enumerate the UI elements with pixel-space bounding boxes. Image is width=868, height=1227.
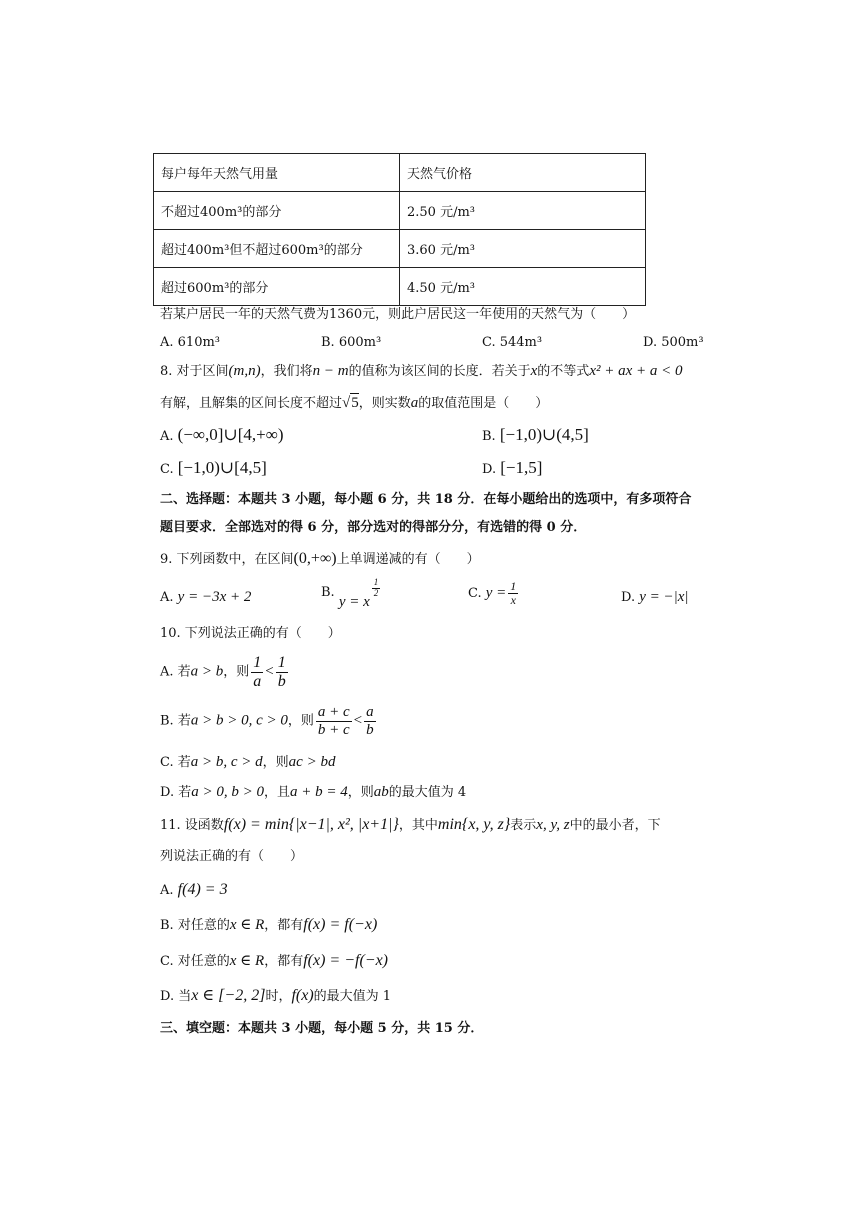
option-expr: f(x) = f(−x): [303, 916, 378, 933]
q11-text: 中的最小者，下: [569, 818, 661, 833]
q7-option-a: A. 610m³: [160, 335, 221, 350]
frac-den: b: [277, 672, 286, 690]
option-base: y = x: [338, 593, 370, 610]
option-expr: (−∞,0]∪[4,+∞): [177, 425, 284, 444]
table-cell: 3.60 元/m³: [400, 230, 646, 268]
q11-option-d: [160, 986, 391, 1005]
section3-heading: 三、填空题：本题共 3 小题，每小题 5 分，共 15 分．: [160, 1021, 484, 1036]
option-expr: y = −3x + 2: [177, 589, 252, 605]
exp-den: 2: [373, 587, 379, 598]
q8-sqrt-value: 5: [351, 395, 359, 411]
q9-option-b: [321, 577, 382, 610]
option-cond: a > b: [190, 663, 224, 680]
option-label: A.: [160, 429, 174, 444]
q8-sqrt: √5: [342, 395, 359, 411]
table-header-cell: 每户每年天然气用量: [154, 154, 400, 192]
option-label: D.: [621, 590, 636, 605]
frac-num: 1: [277, 654, 286, 671]
option-expr: [338, 577, 382, 610]
q11-text: ，其中: [398, 818, 438, 833]
q11-stem-line1: [160, 815, 661, 834]
option-text: ，则: [223, 664, 250, 680]
table-cell: 超过600m³的部分: [154, 268, 400, 306]
q10-option-c: [160, 753, 335, 771]
option-expr: f(4) = 3: [177, 881, 228, 898]
section2-heading-line1: 二、选择题：本题共 3 小题，每小题 6 分，共 18 分．在每小题给出的选项中，有多项符合: [160, 492, 692, 507]
frac-num: 1: [253, 654, 262, 671]
q8-stem-line1: [160, 362, 683, 380]
table-header-cell: 天然气价格: [400, 154, 646, 192]
frac-den: b: [366, 721, 374, 738]
q8-length-expr: n − m: [312, 363, 349, 379]
option-text: B. 若: [160, 713, 191, 729]
option-label: C.: [160, 462, 174, 477]
option-text: ，则: [262, 755, 289, 770]
option-label: C.: [468, 586, 482, 602]
option-var: ab: [373, 784, 389, 800]
q7-option-c: C. 544m³: [482, 335, 543, 350]
q10-option-a: [160, 654, 290, 690]
option-domain: x ∈ R: [229, 917, 265, 933]
option-expr: [−1,0)∪[4,5]: [177, 458, 267, 477]
q8-inequality: x² + ax + a < 0: [589, 363, 683, 379]
q7-stem: 若某户居民一年的天然气费为1360元，则此户居民这一年使用的天然气为（ ）: [160, 307, 636, 322]
option-exponent: [372, 578, 381, 599]
q8-text: 的值称为该区间的长度．若关于: [348, 364, 531, 379]
exp-num: 1: [373, 577, 379, 587]
option-op: <: [265, 663, 274, 680]
option-text: 时，: [265, 989, 292, 1004]
q8-var-a: a: [410, 395, 419, 411]
option-fraction: [276, 654, 288, 690]
option-fx: f(x): [291, 987, 314, 1004]
option-label: A.: [160, 883, 174, 898]
q11-stem-line2: 列说法正确的有（ ）: [160, 849, 304, 864]
option-text: ，都有: [264, 918, 304, 933]
option-label: D.: [482, 462, 497, 477]
q9-option-a: [160, 588, 251, 606]
q8-text: 的不等式: [537, 364, 590, 379]
q11-text: 11. 设函数: [160, 818, 224, 833]
q9-interval: (0,+∞): [293, 550, 337, 567]
table-row: [154, 268, 646, 306]
q11-function-def: f(x) = min{|x−1|, x², |x+1|}: [223, 816, 399, 833]
q8-option-b: [482, 425, 589, 445]
option-domain: x ∈ [−2, 2]: [191, 987, 266, 1004]
option-text: C. 若: [160, 755, 191, 770]
option-text: C. 对任意的: [160, 954, 230, 969]
option-expr: y = −|x|: [639, 589, 689, 605]
option-op: <: [353, 712, 363, 729]
q8-text: ，则实数: [358, 396, 411, 411]
option-cond: a + b = 4: [290, 784, 348, 800]
q11-option-c: [160, 951, 388, 970]
option-lhs: y =: [485, 585, 507, 602]
q11-option-b: [160, 915, 377, 934]
option-cond: a > 0, b > 0: [191, 784, 264, 800]
gas-price-table: [153, 153, 646, 306]
table-header-row: [154, 154, 646, 192]
table-cell: 2.50 元/m³: [400, 192, 646, 230]
q8-text: 8. 对于区间: [160, 364, 229, 379]
table-row: [154, 192, 646, 230]
frac-num: 1: [510, 579, 517, 593]
option-text: B. 对任意的: [160, 918, 230, 933]
option-expr: [−1,5]: [500, 458, 543, 477]
frac-den: a: [253, 672, 262, 690]
option-label: B.: [482, 429, 496, 444]
table-cell: 4.50 元/m³: [400, 268, 646, 306]
option-label: B.: [321, 584, 335, 600]
option-cond: a > b > 0, c > 0: [190, 712, 288, 729]
q9-option-d: [621, 588, 689, 606]
q7-option-b: B. 600m³: [321, 335, 382, 350]
frac-num: a: [366, 704, 374, 720]
option-text: ，则: [347, 785, 374, 800]
q11-vars: x, y, z: [536, 817, 570, 833]
q11-text: 表示: [510, 818, 537, 833]
option-domain: x ∈ R: [229, 953, 265, 969]
q8-option-d: [482, 458, 542, 478]
q8-interval: (m,n): [228, 363, 261, 379]
frac-num: a + c: [317, 704, 350, 720]
option-concl: ac > bd: [288, 754, 336, 770]
q8-option-a: [160, 425, 283, 445]
q10-stem: 10. 下列说法正确的有（ ）: [160, 626, 341, 641]
q10-option-b: [160, 704, 378, 738]
q7-option-d: D. 500m³: [643, 335, 704, 350]
q8-stem-line2: [160, 393, 548, 412]
option-fraction: [508, 580, 518, 607]
option-label: A.: [160, 590, 174, 605]
section2-heading-line2: 题目要求．全部选对的得 6 分，部分选对的得部分分，有选错的得 0 分．: [160, 520, 587, 535]
q9-text: 上单调递减的有（ ）: [336, 552, 480, 567]
q9-stem: [160, 549, 480, 568]
q8-var-x: x: [530, 363, 538, 379]
frac-den: x: [510, 593, 516, 608]
option-text: ，都有: [264, 954, 304, 969]
q8-text: 的取值范围是（ ）: [418, 396, 549, 411]
table-cell: 超过400m³但不超过600m³的部分: [154, 230, 400, 268]
option-fraction: [251, 654, 263, 690]
table-cell: 不超过400m³的部分: [154, 192, 400, 230]
option-cond: a > b, c > d: [190, 754, 263, 770]
q11-min-expr: min{x, y, z}: [437, 816, 511, 833]
q8-option-c: [160, 458, 267, 478]
option-text: ，且: [263, 785, 290, 800]
q11-option-a: [160, 880, 228, 899]
option-fraction: [364, 704, 376, 738]
option-expr: f(x) = −f(−x): [303, 952, 388, 969]
q9-option-c: [468, 580, 520, 607]
option-text: D. 当: [160, 989, 192, 1004]
table-row: [154, 230, 646, 268]
option-text: D. 若: [160, 785, 192, 800]
q8-text: 有解，且解集的区间长度不超过: [160, 396, 343, 411]
q10-option-d: [160, 783, 466, 801]
frac-den: b + c: [317, 721, 350, 738]
option-text: A. 若: [160, 664, 191, 680]
option-text: 的最大值为 4: [388, 785, 467, 800]
option-fraction: [316, 704, 352, 738]
option-text: ，则: [287, 713, 314, 729]
option-text: 的最大值为 1: [313, 989, 392, 1004]
option-expr: [−1,0)∪(4,5]: [499, 425, 589, 444]
q9-text: 9. 下列函数中，在区间: [160, 552, 294, 567]
q8-text: ，我们将: [260, 364, 313, 379]
